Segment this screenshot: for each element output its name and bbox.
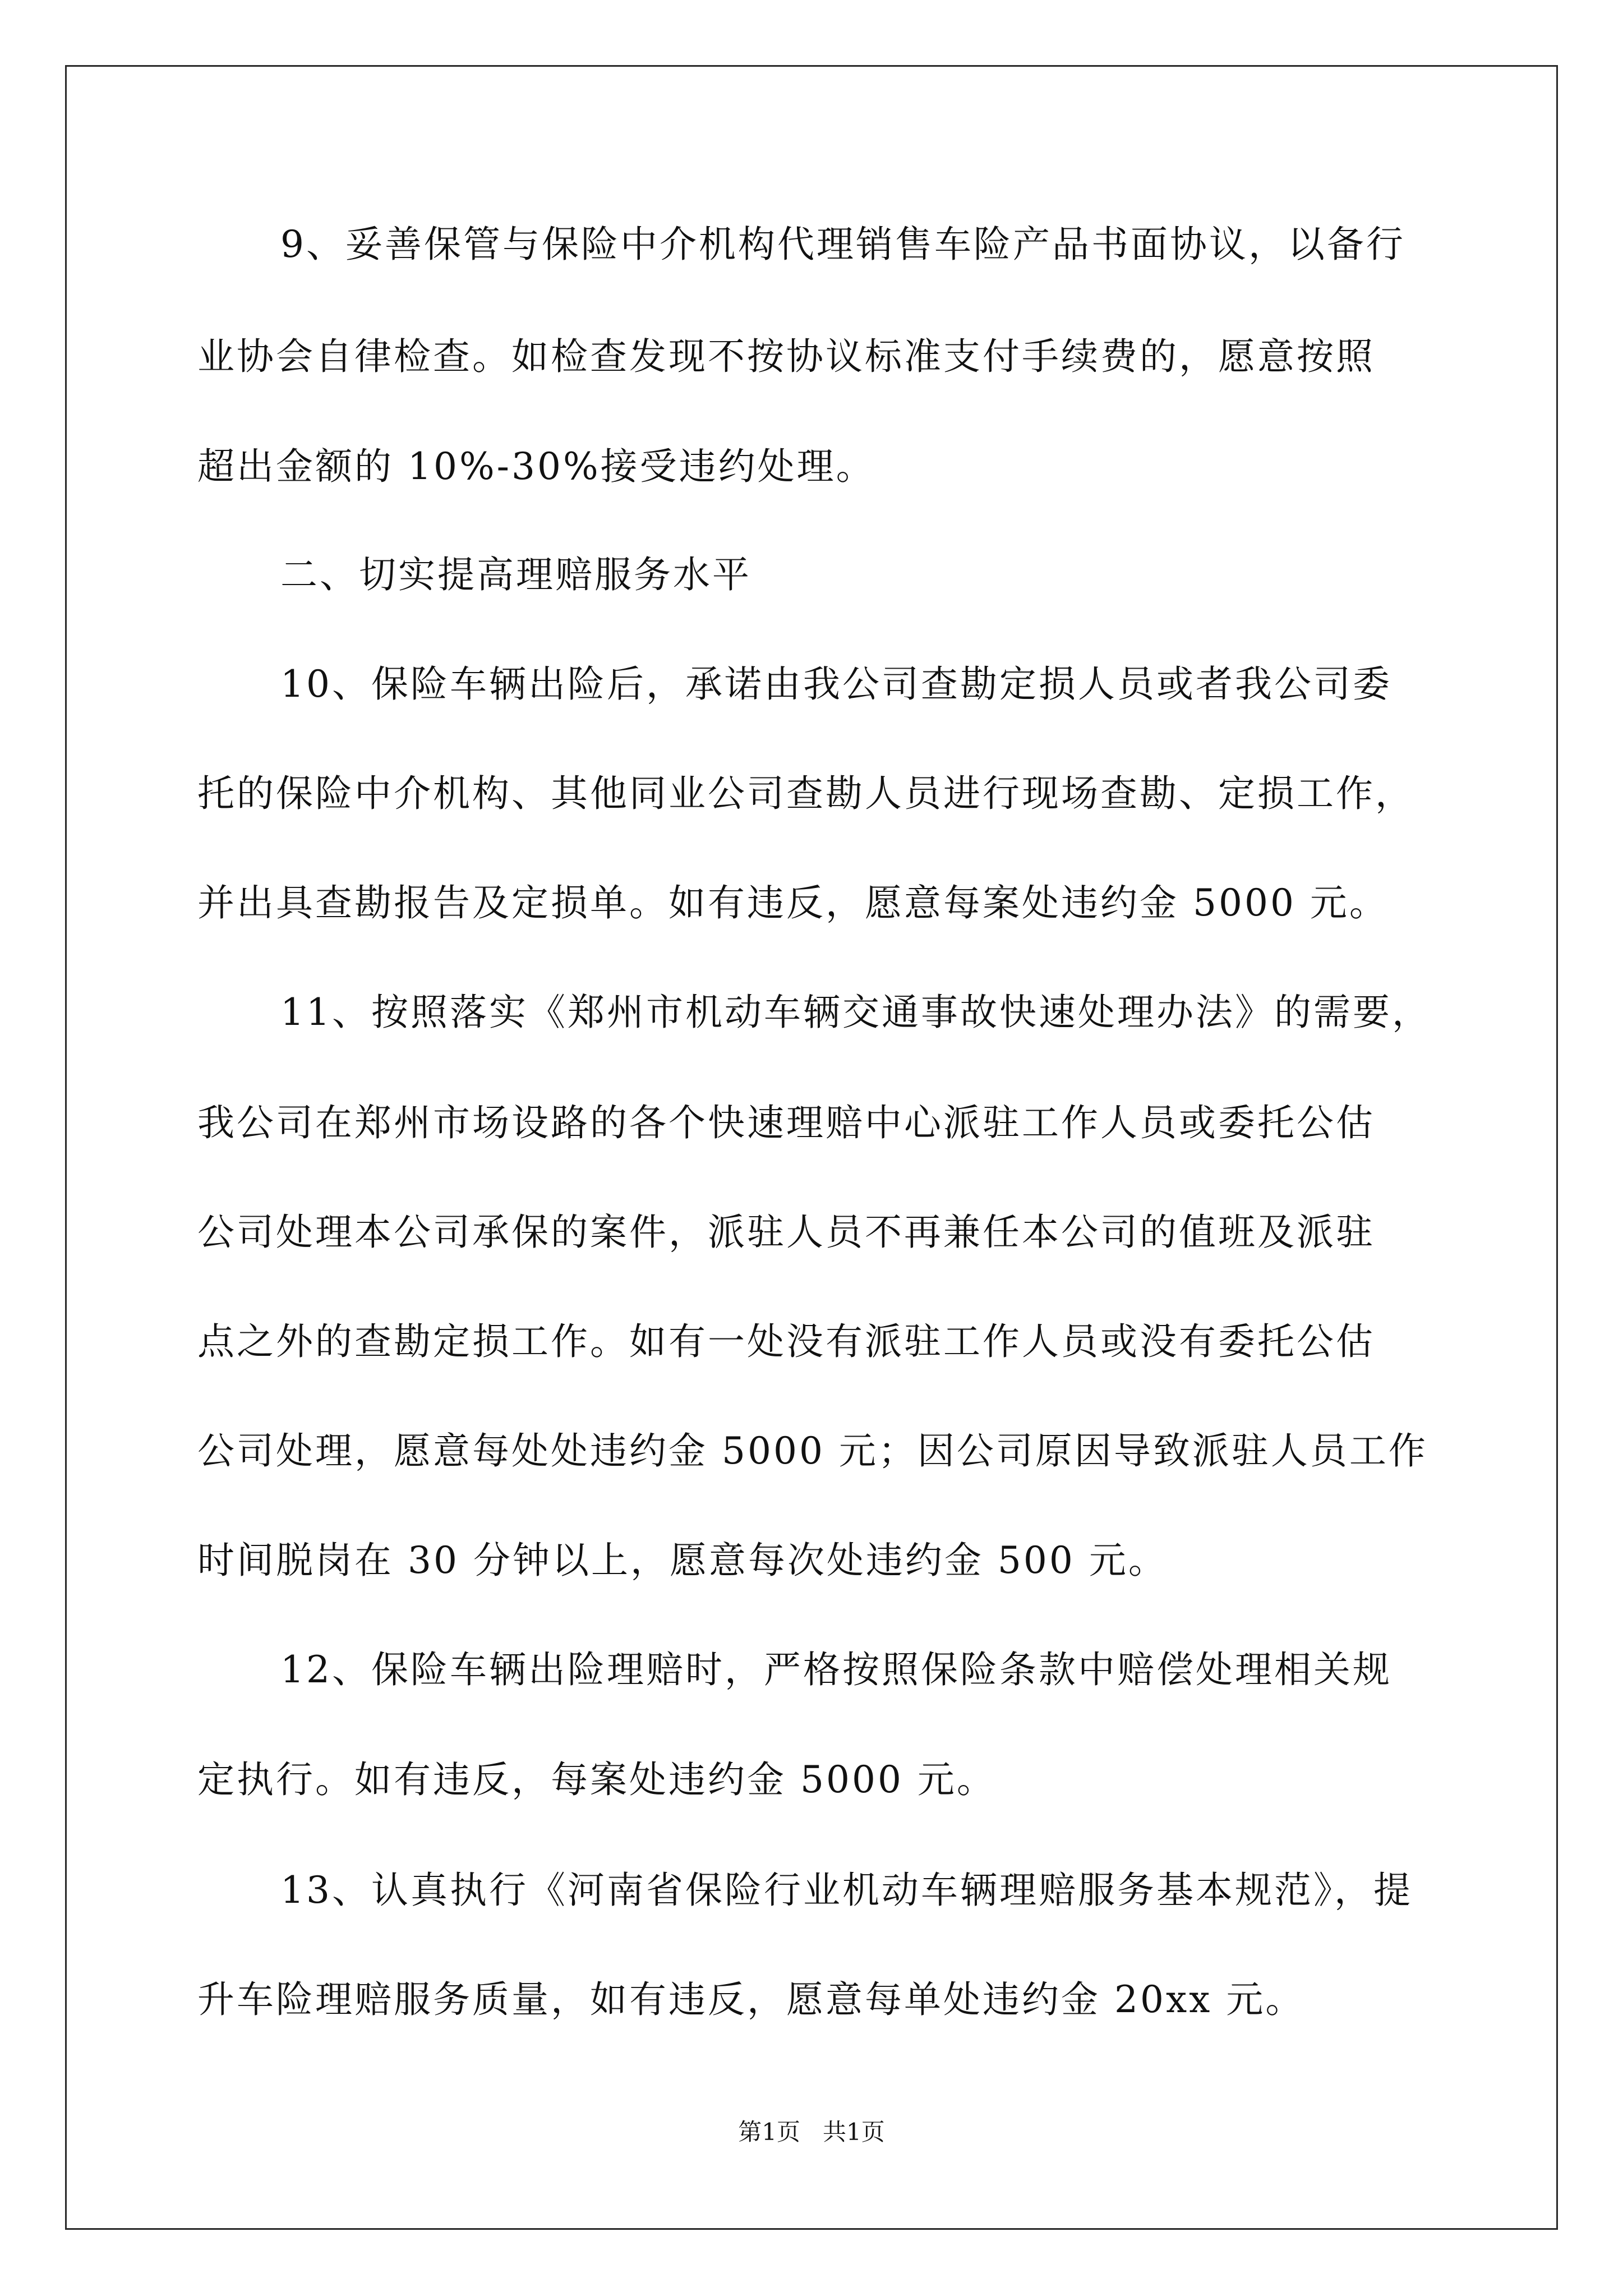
paragraph-11-line-1: 11、按照落实《郑州市机动车辆交通事故快速处理办法》的需要， — [280, 991, 1431, 1034]
page-number-footer: 第1页 共1页 — [738, 2118, 885, 2146]
paragraph-11-line-4: 点之外的查勘定损工作。如有一处没有派驻工作人员或没有委托公估 — [197, 1320, 1375, 1363]
paragraph-9-line-2: 业协会自律检查。如检查发现不按协议标准支付手续费的，愿意按照 — [197, 335, 1375, 378]
paragraph-10-line-1: 10、保险车辆出险后，承诺由我公司查勘定损人员或者我公司委 — [280, 662, 1392, 706]
paragraph-12-line-1: 12、保险车辆出险理赔时，严格按照保险条款中赔偿处理相关规 — [280, 1648, 1392, 1691]
paragraph-11-line-3: 公司处理本公司承保的案件，派驻人员不再兼任本公司的值班及派驻 — [197, 1211, 1375, 1254]
paragraph-12-line-2: 定执行。如有违反，每案处违约金 5000 元。 — [197, 1758, 996, 1801]
paragraph-11-line-6: 时间脱岗在 30 分钟以上，愿意每次处违约金 500 元。 — [197, 1539, 1168, 1582]
paragraph-11-line-5: 公司处理，愿意每处处违约金 5000 元；因公司原因导致派驻人员工作 — [197, 1429, 1428, 1473]
paragraph-13-line-2: 升车险理赔服务质量，如有违反，愿意每单处违约金 20xx 元。 — [197, 1978, 1305, 2021]
paragraph-9-line-3: 超出金额的 10%-30%接受违约处理。 — [197, 445, 875, 488]
paragraph-11-line-2: 我公司在郑州市场设路的各个快速理赔中心派驻工作人员或委托公估 — [197, 1101, 1375, 1144]
section-heading: 二、切实提高理赔服务水平 — [280, 553, 751, 596]
paragraph-10-line-2: 托的保险中介机构、其他同业公司查勘人员进行现场查勘、定损工作， — [197, 772, 1414, 815]
paragraph-10-line-3: 并出具查勘报告及定损单。如有违反，愿意每案处违约金 5000 元。 — [197, 881, 1389, 924]
paragraph-13-line-1: 13、认真执行《河南省保险行业机动车辆理赔服务基本规范》，提 — [280, 1869, 1413, 1912]
paragraph-9-line-1: 9、妥善保管与保险中介机构代理销售车险产品书面协议，以备行 — [280, 223, 1405, 266]
